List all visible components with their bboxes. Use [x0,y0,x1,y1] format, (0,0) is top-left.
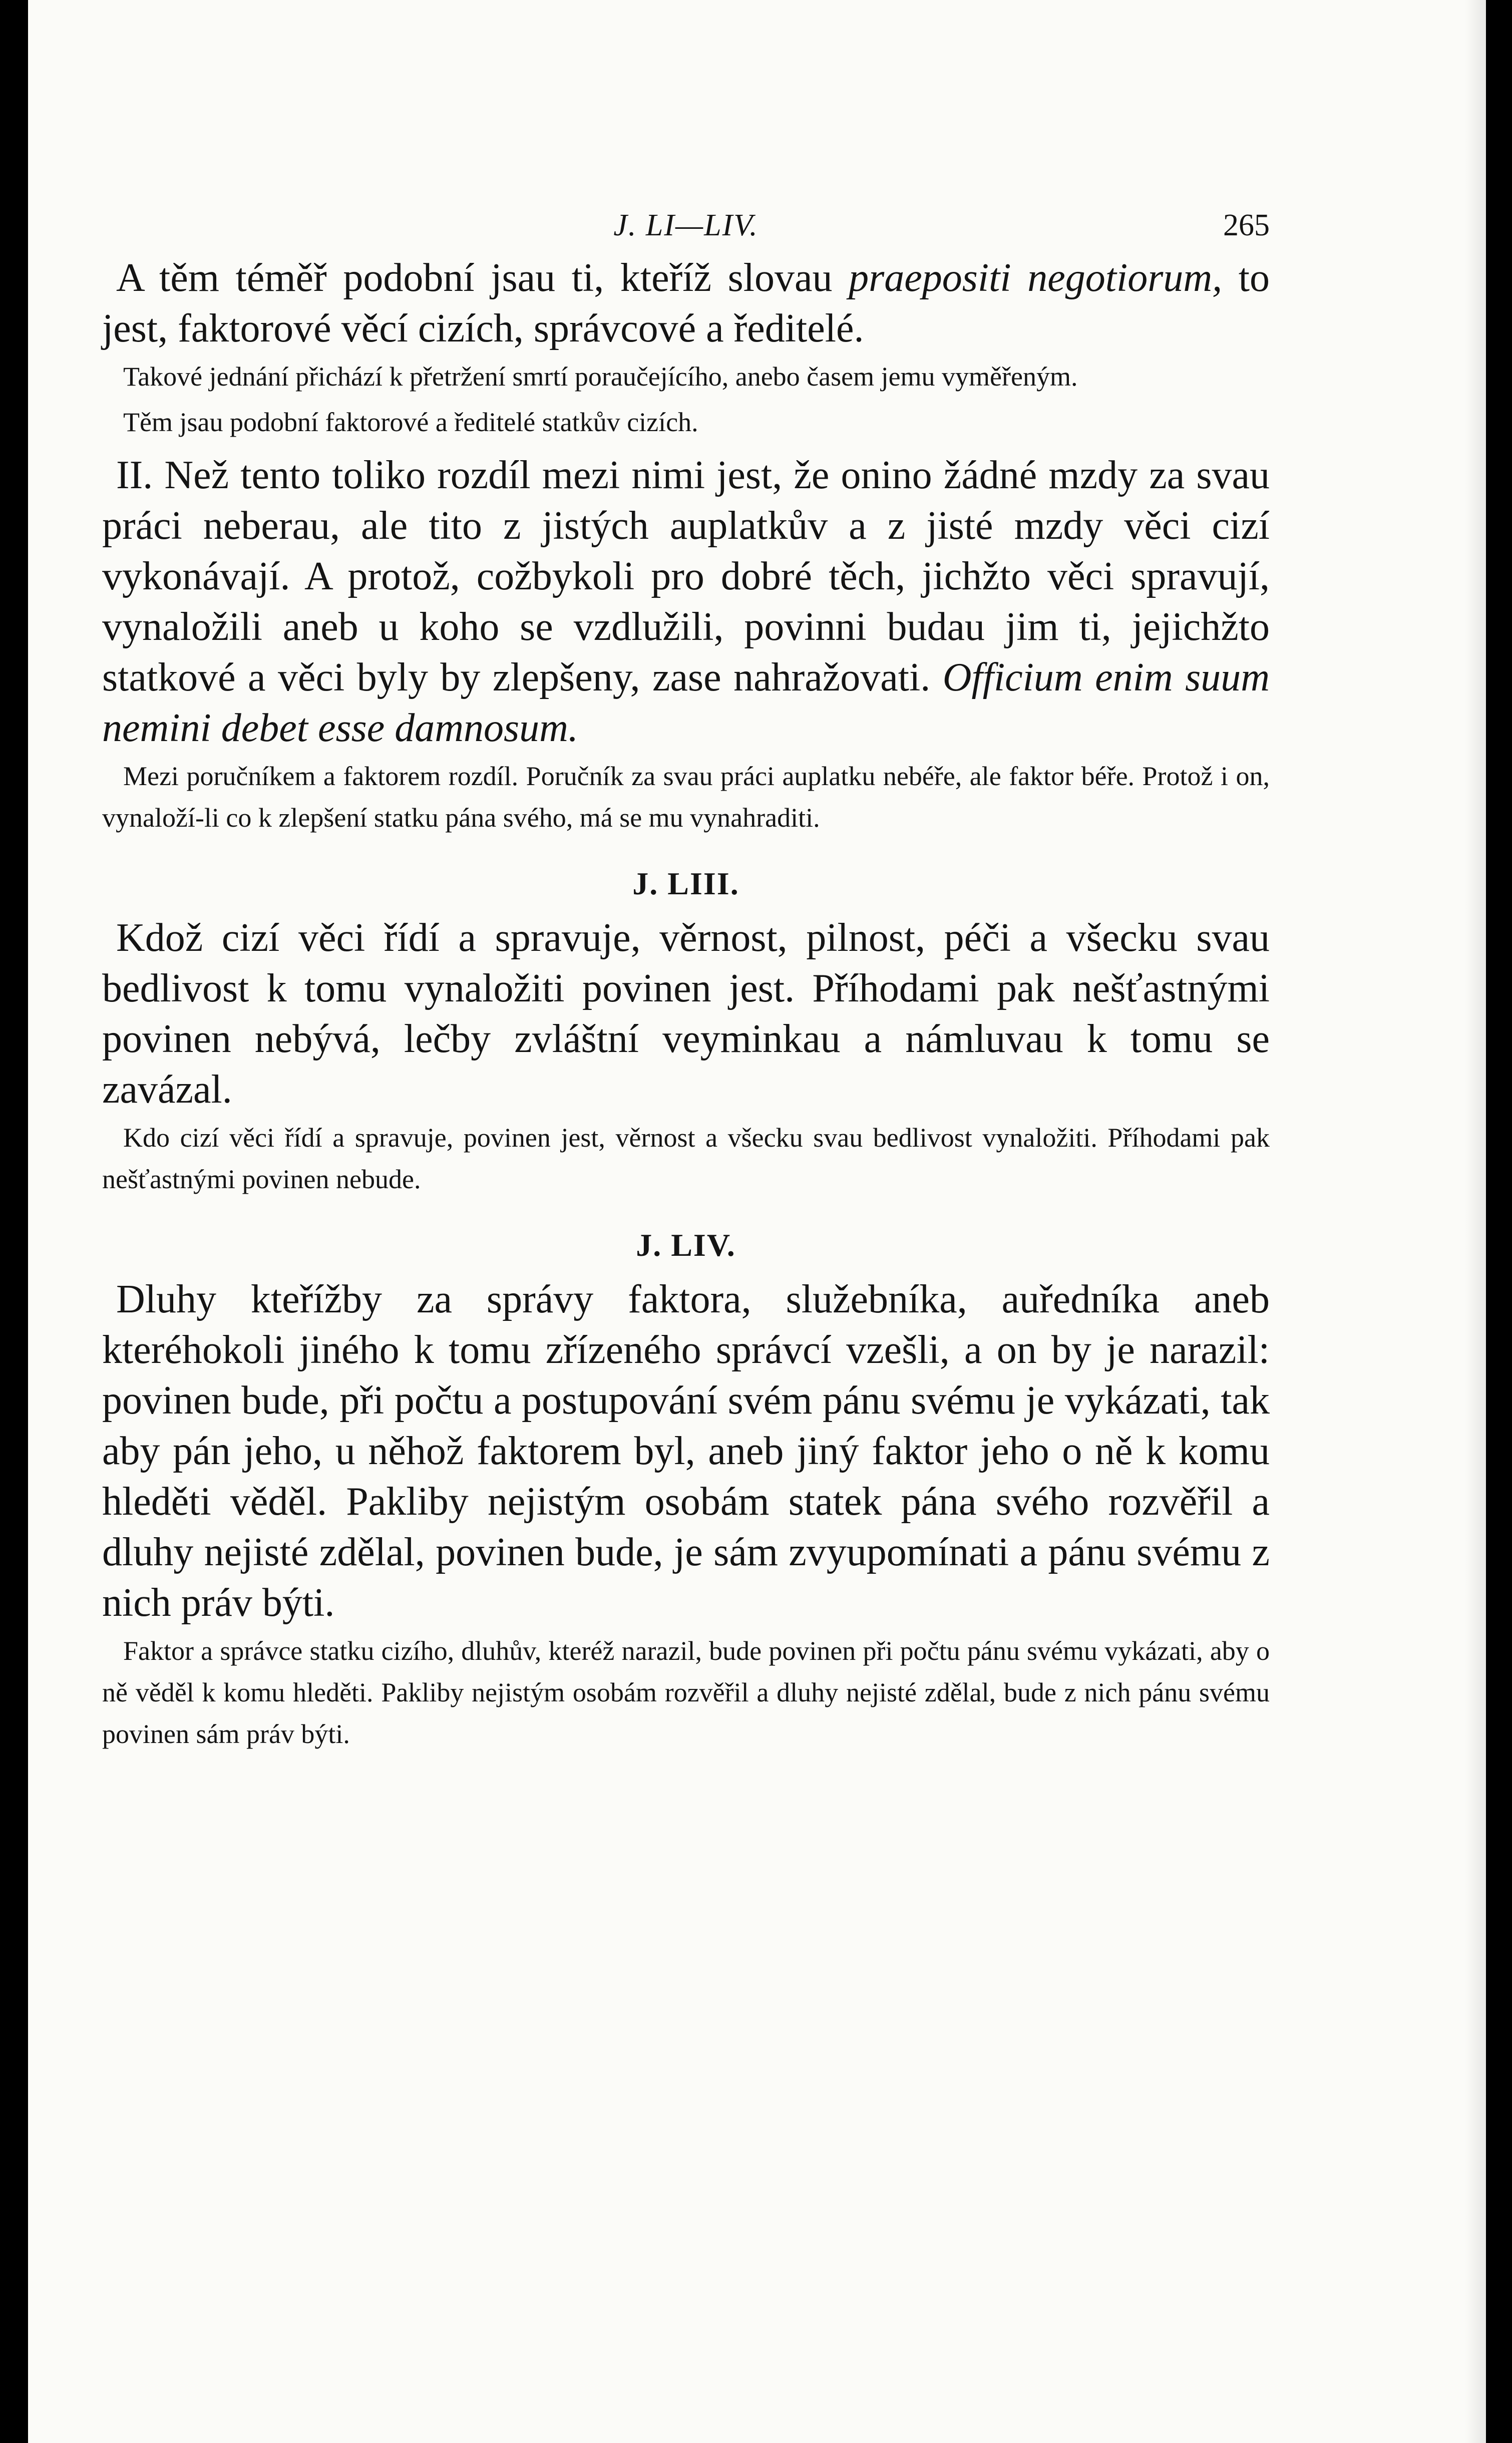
page-edge-shadow [1465,0,1486,2443]
paragraph-text: A těm téměř podobní jsau ti, kteříž slovau [116,256,849,300]
paragraph-text: Dluhy kteřížby za správy faktora, služebníka, auředníka aneb kteréhokoli jiného k tomu zřízeného správcí vzešli, a on by je narazil: povinen bude, při počtu a postupování svém pánu svému je vykázati, tak aby pán jeho, u něhož faktorem byl, aneb jiný faktor jeho o ně k komu hleděti věděl. Pakliby nejistým osobám statek pána svého rozvěřil a dluhy nejisté zdělal, povinen bude, je sám zvyupomínati a pánu svému z nich práv býti. [102,1277,1270,1625]
paragraph-text: to jest, faktorové věcí cizích, správcové a ředitelé. [102,256,1270,351]
book-page [28,0,1486,2443]
gloss-paragraph: Těm jsau podobní faktorové a ředitelé statkův cizích. [123,407,698,437]
section-heading-liii: J. LIII. [632,866,739,901]
latin-phrase: praepositi negotiorum, [849,256,1223,300]
page-number: 265 [1223,208,1270,242]
paragraph-text: Kdož cizí věci řídí a spravuje, věrnost, pilnost, péči a všecku svau bedlivost k tomu vynaložiti povinen jest. Příhodami pak nešťastnými povinen nebývá, lečby zvláštní veyminkau a námluvau k tomu se zavázal. [102,916,1270,1112]
main-paragraph-opening [102,253,1270,354]
gloss-paragraph: Kdo cizí věci řídí a spravuje, povinen jest, věrnost a všecku svau bedlivost vynaložiti. Příhodami pak nešťastnými povinen nebude. [102,1123,1270,1194]
gloss-paragraph: Faktor a správce statku cizího, dluhův, kteréž narazil, bude povinen při počtu pánu svému vykázati, aby o ně věděl k komu hleděti. Pakliby nejistým osobám rozvěřil a dluhy nejisté zdělal, bude z nich pánu svému povinen sám práv býti. [102,1636,1270,1749]
gloss-paragraph: Mezi poručníkem a faktorem rozdíl. Poručník za svau práci auplatku nebéře, ale faktor béře. Protož i on, vynaloží-li co k zlepšení statku pána svého, má se mu vynahraditi. [102,761,1270,833]
main-paragraph-liv [102,1274,1270,1628]
page-content [102,198,1270,1764]
running-head [102,198,1270,253]
latin-sentence: Officium enim suum nemini debet esse damnosum. [102,655,1270,750]
gloss-paragraph: Takové jednání přichází k přetržení smrtí poraučejícího, anebo časem jemu vyměřeným. [123,362,1078,392]
section-heading-liv: J. LIV. [636,1227,736,1263]
running-title: J. LI—LIV. [613,208,759,242]
main-paragraph-section-ii [102,450,1270,754]
paragraph-text: II. Než tento toliko rozdíl mezi nimi jest, že onino žádné mzdy za svau práci neberau, ale tito z jistých auplatkův a z jisté mzdy věci cizí vykonávají. A protož, cožbykoli pro dobré těch, jichžto věci spravují, vynaložili aneb u koho se vzdlužili, povinni budau jim ti, jejichžto statkové a věci byly by zlepšeny, zase nahražovati. [102,453,1270,700]
main-paragraph-liii [102,913,1270,1115]
